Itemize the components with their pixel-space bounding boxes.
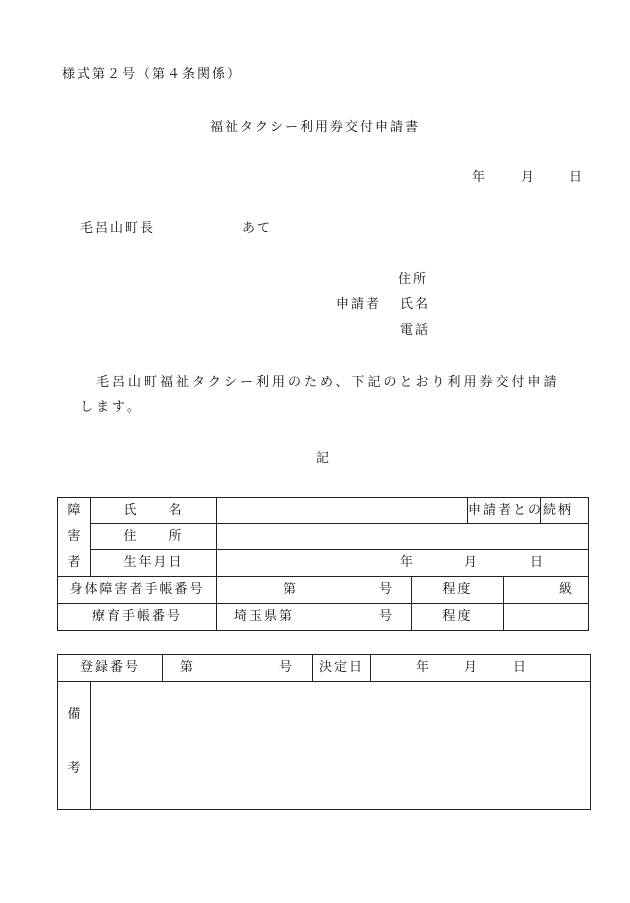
applicant-info-table bbox=[57, 497, 589, 631]
reg-dai-label: 第 bbox=[180, 660, 194, 675]
applicant-phone-label: 電話 bbox=[400, 323, 431, 338]
registration-number-label: 登録番号 bbox=[58, 655, 163, 682]
body-text-line1: 毛呂山町福祉タクシー利用のため、下記のとおり利用券交付申請 bbox=[96, 375, 560, 390]
relation-label: 申請者との続柄 bbox=[468, 498, 541, 524]
ryoiku-handbook-label: 療育手帳番号 bbox=[58, 604, 217, 631]
address-label: 住 所 bbox=[91, 524, 217, 550]
ryoiku-degree-field[interactable] bbox=[504, 604, 589, 631]
document-title: 福祉タクシー利用券交付申請書 bbox=[210, 120, 421, 135]
date-month-label: 月 bbox=[521, 170, 535, 185]
birthdate-field[interactable] bbox=[217, 550, 589, 577]
office-use-table bbox=[57, 654, 591, 810]
birth-year-label: 年 bbox=[400, 555, 414, 570]
remarks-field[interactable] bbox=[91, 682, 591, 810]
ryoiku-prefix-label: 埼玉県第 bbox=[234, 609, 295, 624]
addressee-suffix: あて bbox=[242, 221, 273, 236]
group-char-1: 障 bbox=[67, 503, 81, 518]
ryoiku-degree-label: 程度 bbox=[412, 604, 504, 631]
decision-date-field[interactable] bbox=[371, 655, 591, 682]
registration-number-field[interactable] bbox=[163, 655, 313, 682]
date-year-label: 年 bbox=[472, 170, 486, 185]
decision-day-label: 日 bbox=[513, 660, 527, 675]
remarks-char-2: 考 bbox=[67, 760, 81, 776]
physical-dai-label: 第 bbox=[283, 582, 297, 597]
disabled-person-group-label bbox=[58, 498, 91, 577]
decision-month-label: 月 bbox=[464, 660, 478, 675]
group-char-3: 者 bbox=[67, 555, 81, 570]
address-field[interactable] bbox=[217, 524, 589, 550]
birth-day-label: 日 bbox=[530, 555, 544, 570]
decision-date-label: 決定日 bbox=[313, 655, 371, 682]
ki-heading: 記 bbox=[316, 451, 330, 466]
addressee-name: 毛呂山町長 bbox=[80, 221, 156, 236]
ryoiku-go-label: 号 bbox=[379, 609, 393, 624]
remarks-char-1: 備 bbox=[67, 706, 81, 722]
remarks-label bbox=[58, 682, 91, 810]
name-label: 氏 名 bbox=[91, 498, 217, 524]
physical-kyu-label: 級 bbox=[559, 582, 573, 597]
reg-go-label: 号 bbox=[279, 660, 293, 675]
decision-year-label: 年 bbox=[416, 660, 430, 675]
birth-month-label: 月 bbox=[464, 555, 478, 570]
physical-degree-field[interactable] bbox=[504, 577, 589, 604]
physical-go-label: 号 bbox=[379, 582, 393, 597]
physical-handbook-field[interactable] bbox=[217, 577, 412, 604]
ryoiku-handbook-field[interactable] bbox=[217, 604, 412, 631]
physical-degree-label: 程度 bbox=[412, 577, 504, 604]
birthdate-label: 生年月日 bbox=[91, 550, 217, 577]
applicant-name-label: 氏名 bbox=[400, 297, 431, 312]
date-day-label: 日 bbox=[569, 170, 583, 185]
group-char-2: 害 bbox=[67, 529, 81, 544]
physical-handbook-label: 身体障害者手帳番号 bbox=[58, 577, 217, 604]
applicant-label: 申請者 bbox=[336, 297, 382, 312]
form-number: 様式第２号（第４条関係） bbox=[62, 67, 243, 82]
body-text-line2: します。 bbox=[80, 400, 143, 415]
applicant-address-label: 住所 bbox=[398, 272, 429, 287]
name-field[interactable] bbox=[217, 498, 468, 524]
